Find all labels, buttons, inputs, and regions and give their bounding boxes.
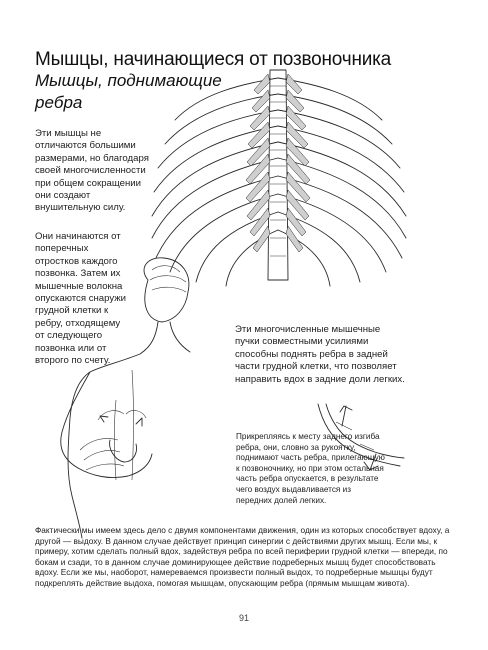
intro-paragraph: Эти мышцы не отличаются большими размерами, но благодаря своей многочисленности при общем сокращении они создают внушительную силу.	[35, 128, 149, 214]
vertebral-column	[268, 70, 288, 280]
muscle-bundles-paragraph: Эти многочисленные мышечные пучки совместными усилиями способны поднять ребра в задней части грудной клетки, что позволяет направить вдох в задние доли легких.	[235, 324, 405, 385]
rib-attachment-paragraph: Прикрепляясь к месту заднего изгиба ребра, они, словно за рукоятку, поднимают часть ребра, прилегающую к позвоночнику, но при этом остальная часть ребра опускается, в результате чего воздух выдавливается из передних долей легких.	[236, 432, 385, 505]
origin-paragraph: Они начинаются от поперечных отростков каждого позвонка. Затем их мышечные волокна опускаются снаружи грудной клетки к ребру, отходящему от следующего позвонка или от второго по счету.	[35, 231, 127, 367]
page-number: 91	[238, 613, 249, 623]
synergy-paragraph: Фактически мы имеем здесь дело с двумя компонентами движения, один из которых способствует вдоху, а другой — выдоху. В данном случае действует принцип синергии с действиями других мышц. Если мы, к примеру, хотим сделать полный вдох, задействуя ребра по всей периферии грудной клетки — впереди, по бокам и сзади, то в данном случае доминирующее действие подреберных мышц будет способствовать вдоху. Если же мы, наоборот, намереваемся произвести полный выдох, то подреберные мышцы будут подкреплять действие выдоха, помогая мышцам, опускающим ребра (прямым мышцам живота).	[35, 525, 450, 588]
levatores-costarum-muscles	[246, 74, 310, 252]
section-subtitle: Мышцы, поднимающие ребра	[35, 71, 222, 112]
page-title: Мышцы, начинающиеся от позвоночника	[35, 48, 392, 70]
